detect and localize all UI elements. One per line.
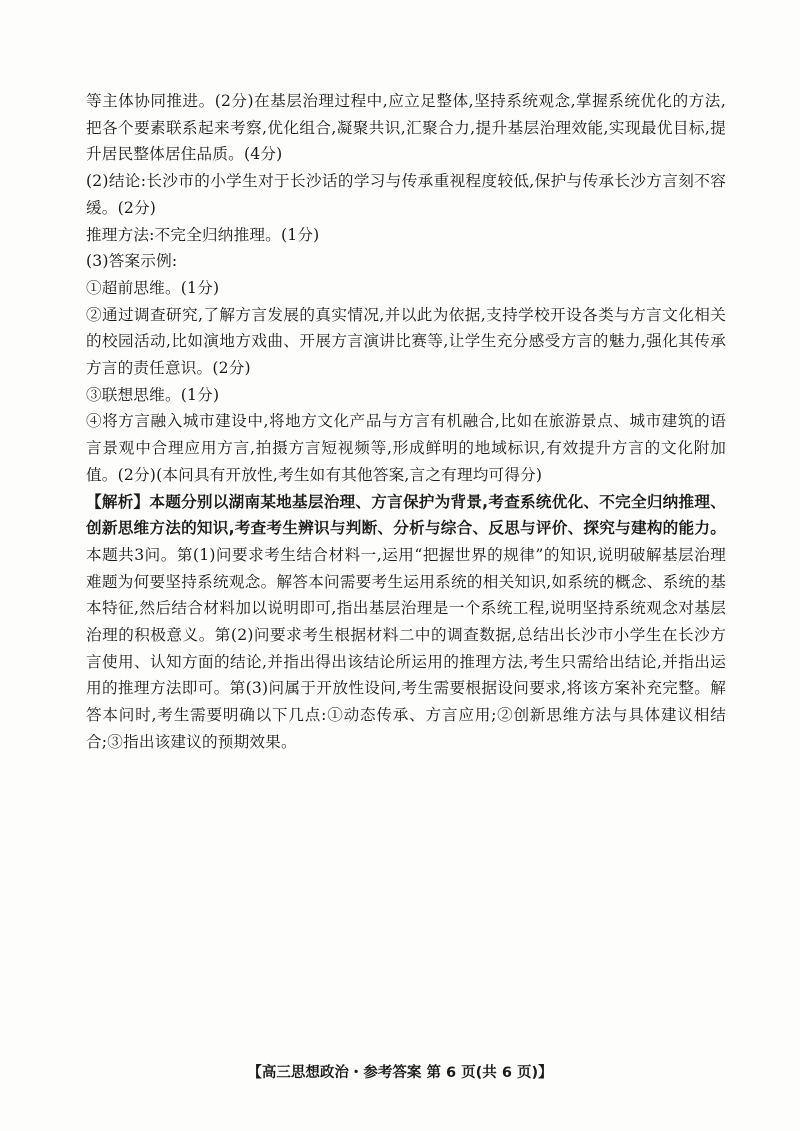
analysis-heading: 【解析】本题分别以湖南某地基层治理、方言保护为背景,考查系统优化、不完全归纳推理、创新思维方法的知识,考查考生辨识与判断、分析与综合、反思与评价、探究与建构的能力。 <box>86 492 726 538</box>
answer-paragraph-2: (2)结论:长沙市的小学生对于长沙话的学习与传承重视程度较低,保护与传承长沙方言刻不容缓。(2分) <box>86 172 726 217</box>
analysis-paragraph <box>86 489 726 756</box>
analysis-body: 本题共3问。第(1)问要求考生结合材料一,运用“把握世界的规律”的知识,说明破解基层治理难题为何要坚持系统观念。解答本问需要考生运用系统的相关知识,如系统的概念、系统的基本特征,然后结合材料加以说明即可,指出基层治理是一个系统工程,说明坚持系统观念对基层治理的积极意义。第(2)问要求考生根据材料二中的调查数据,总结出长沙市小学生在长沙方言使用、认知方面的结论,并指出得出该结论所运用的推理方法,考生只需给出结论,并指出运用的推理方法即可。第(3)问属于开放性设问,考生需要根据设问要求,将该方案补充完整。解答本问时,考生需要明确以下几点:①动态传承、方言应用;②创新思维方法与具体建议相结合;③指出该建议的预期效果。 <box>86 545 726 751</box>
answer-paragraph-3: 推理方法:不完全归纳推理。(1分) <box>86 225 320 244</box>
answer-content <box>86 88 726 756</box>
page-footer: 【高三思想政治・参考答案 第 6 页(共 6 页)】 <box>247 1065 553 1081</box>
answer-paragraph-4: (3)答案示例: <box>86 252 178 271</box>
answer-paragraph-8: ④将方言融入城市建设中,将地方文化产品与方言有机融合,比如在旅游景点、城市建筑的语言景观中合理应用方言,拍摄方言短视频等,形成鲜明的地域标识,有效提升方言的文化附加值。(2分)(本问具有开放性,考生如有其他答案,言之有理均可得分) <box>86 412 726 484</box>
answer-paragraph-6: ②通过调查研究,了解方言发展的真实情况,并以此为依据,支持学校开设各类与方言文化相关的校园活动,比如演地方戏曲、开展方言演讲比赛等,让学生充分感受方言的魅力,强化其传承方言的责任意识。(2分) <box>86 305 726 378</box>
answer-paragraph-7: ③联想思维。(1分) <box>86 385 220 404</box>
answer-paragraph-1: 等主体协同推进。(2分)在基层治理过程中,应立足整体,坚持系统观念,掌握系统优化的方法,把各个要素联系起来考察,优化组合,凝聚共识,汇聚合力,提升基层治理效能,实现最优目标,提升居民整体居住品质。(4分) <box>86 92 726 164</box>
answer-paragraph-5: ①超前思维。(1分) <box>86 278 220 297</box>
